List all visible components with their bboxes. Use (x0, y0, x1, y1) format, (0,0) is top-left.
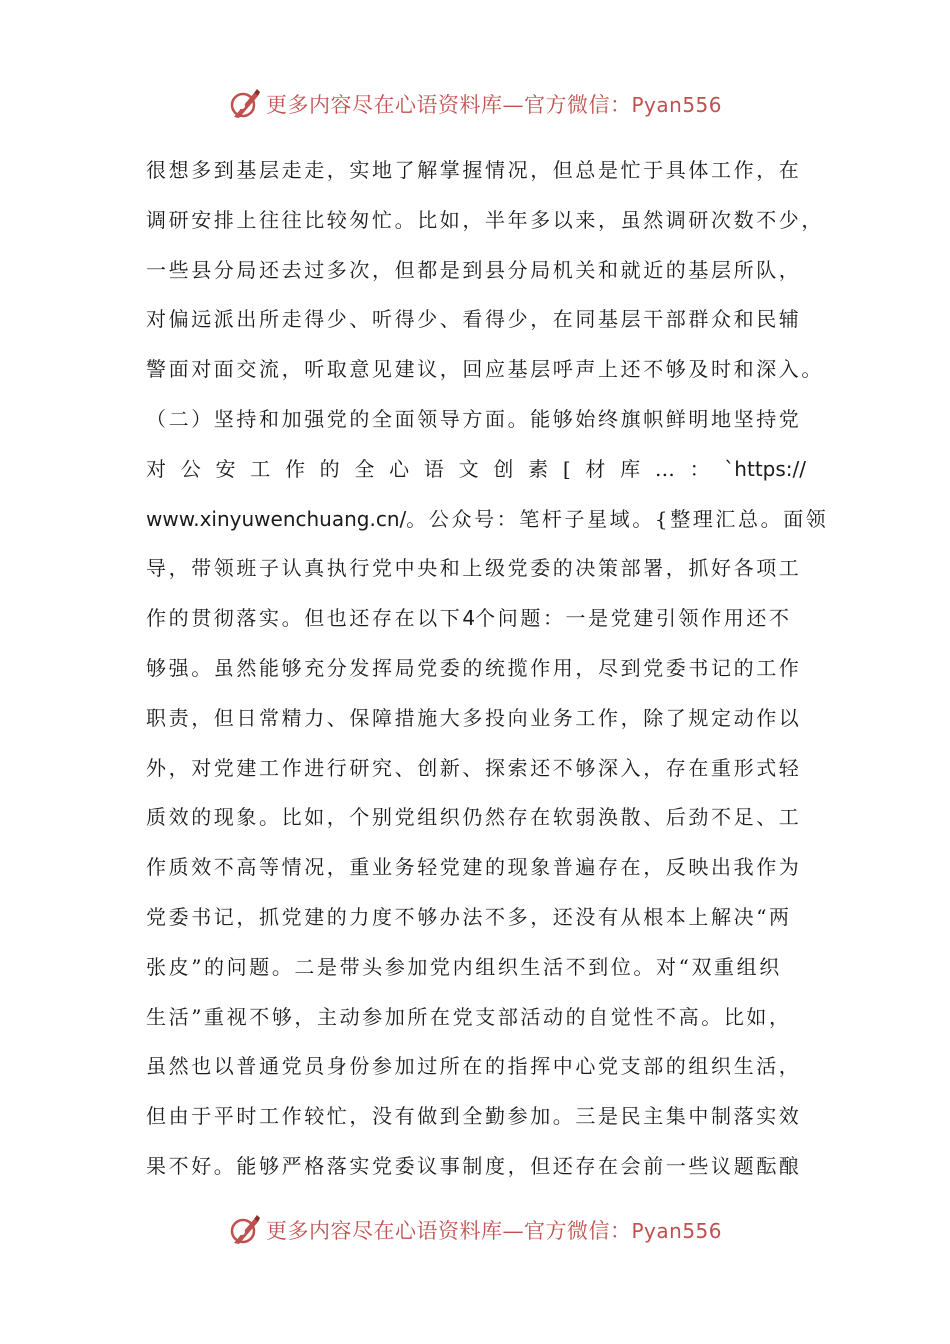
text-line: 导，带领班子认真执行党中央和上级党委的决策部署，抓好各项工 (146, 556, 802, 581)
spread-char: 全 (354, 456, 375, 481)
url-fragment: `https:// (724, 456, 806, 481)
spread-char: 对 (146, 456, 166, 481)
url-text-line (146, 499, 829, 549)
text-line: 生活”重视不够，主动参加所在党支部活动的自觉性不高。比如， (146, 1004, 792, 1029)
spread-char: … (654, 456, 675, 481)
text-fragment: 个问题：一是党建引领作用还不 (475, 606, 792, 631)
text-line: 作质效不高等情况，重业务轻党建的现象普遍存在，反映出我作为 (146, 855, 802, 880)
text-fragment: 作的贯彻落实。但也还存在以下 (146, 606, 463, 631)
banner-wechat-id: Pyan556 (631, 1219, 722, 1243)
problem-count: 4 (462, 606, 476, 631)
spread-char: 的 (319, 456, 340, 481)
spread-char: ： (689, 456, 710, 481)
text-line: 调研安排上往往比较匆忙。比如，半年多以来，虽然调研次数不少， (146, 207, 824, 232)
spread-char: 语 (423, 456, 444, 481)
spread-char: 作 (284, 456, 305, 481)
website-url: www.xinyuwenchuang.cn/ (146, 506, 407, 531)
header-banner (0, 84, 950, 124)
text-line: 很想多到基层走走，实地了解掌握情况，但总是忙于具体工作，在 (146, 158, 802, 182)
text-line: 虽然也以普通党员身份参加过所在的指挥中心党支部的组织生活， (146, 1054, 802, 1079)
spread-char: 工 (250, 456, 271, 481)
text-line: 质效的现象。比如，个别党组织仍然存在软弱涣散、后劲不足、工 (146, 805, 802, 830)
text-line: 一些县分局还去过多次，但都是到县分局机关和就近的基层所队， (146, 257, 802, 282)
text-line: 外，对党建工作进行研究、创新、探索还不够深入，存在重形式轻 (146, 755, 802, 780)
text-line: 够强。虽然能够充分发挥局党委的统揽作用，尽到党委书记的工作 (146, 655, 802, 680)
spread-char: 库 (620, 456, 641, 481)
document-body (146, 150, 829, 1196)
url-line-rest: 。公众号：笔杆子星域。{整理汇总。面领 (406, 506, 829, 531)
spread-char: 公 (180, 456, 201, 481)
text-line: 果不好。能够严格落实党委议事制度，但还存在会前一些议题酝酿 (146, 1153, 802, 1178)
text-line: 对偏远派出所走得少、听得少、看得少，在同基层干部群众和民辅 (146, 307, 802, 332)
text-line (146, 598, 806, 648)
text-line: 但由于平时工作较忙，没有做到全勤参加。三是民主集中制落实效 (146, 1104, 802, 1129)
spread-char: [ (562, 456, 571, 481)
spread-char: 文 (458, 456, 479, 481)
banner-text: 更多内容尽在心语资料库—官方微信：Pyan556 (265, 1219, 722, 1243)
section-heading-line: （二）坚持和加强党的全面领导方面。能够始终旗帜鲜明地坚持党 (146, 406, 802, 431)
text-line: 警面对面交流，听取意见建议，回应基层呼声上还不够及时和深入。 (146, 357, 824, 382)
text-line: 职责，但日常精力、保障措施大多投向业务工作，除了规定动作以 (146, 705, 802, 730)
spread-text-line (146, 449, 806, 499)
banner-text: 更多内容尽在心语资料库—官方微信：Pyan556 (265, 93, 722, 117)
spread-char: 素 (528, 456, 549, 481)
text-line: 党委书记，抓党建的力度不够办法不多，还没有从根本上解决“两 (146, 904, 792, 929)
pen-logo-icon (228, 87, 262, 121)
text-line: 张皮”的问题。二是带头参加党内组织生活不到位。对“双重组织 (146, 954, 782, 979)
spread-char: 安 (215, 456, 236, 481)
banner-wechat-id: Pyan556 (631, 93, 722, 117)
spread-char: 心 (389, 456, 410, 481)
spread-char: 材 (585, 456, 606, 481)
pen-logo-icon (228, 1213, 262, 1247)
spread-char: 创 (493, 456, 514, 481)
footer-banner (0, 1210, 950, 1250)
